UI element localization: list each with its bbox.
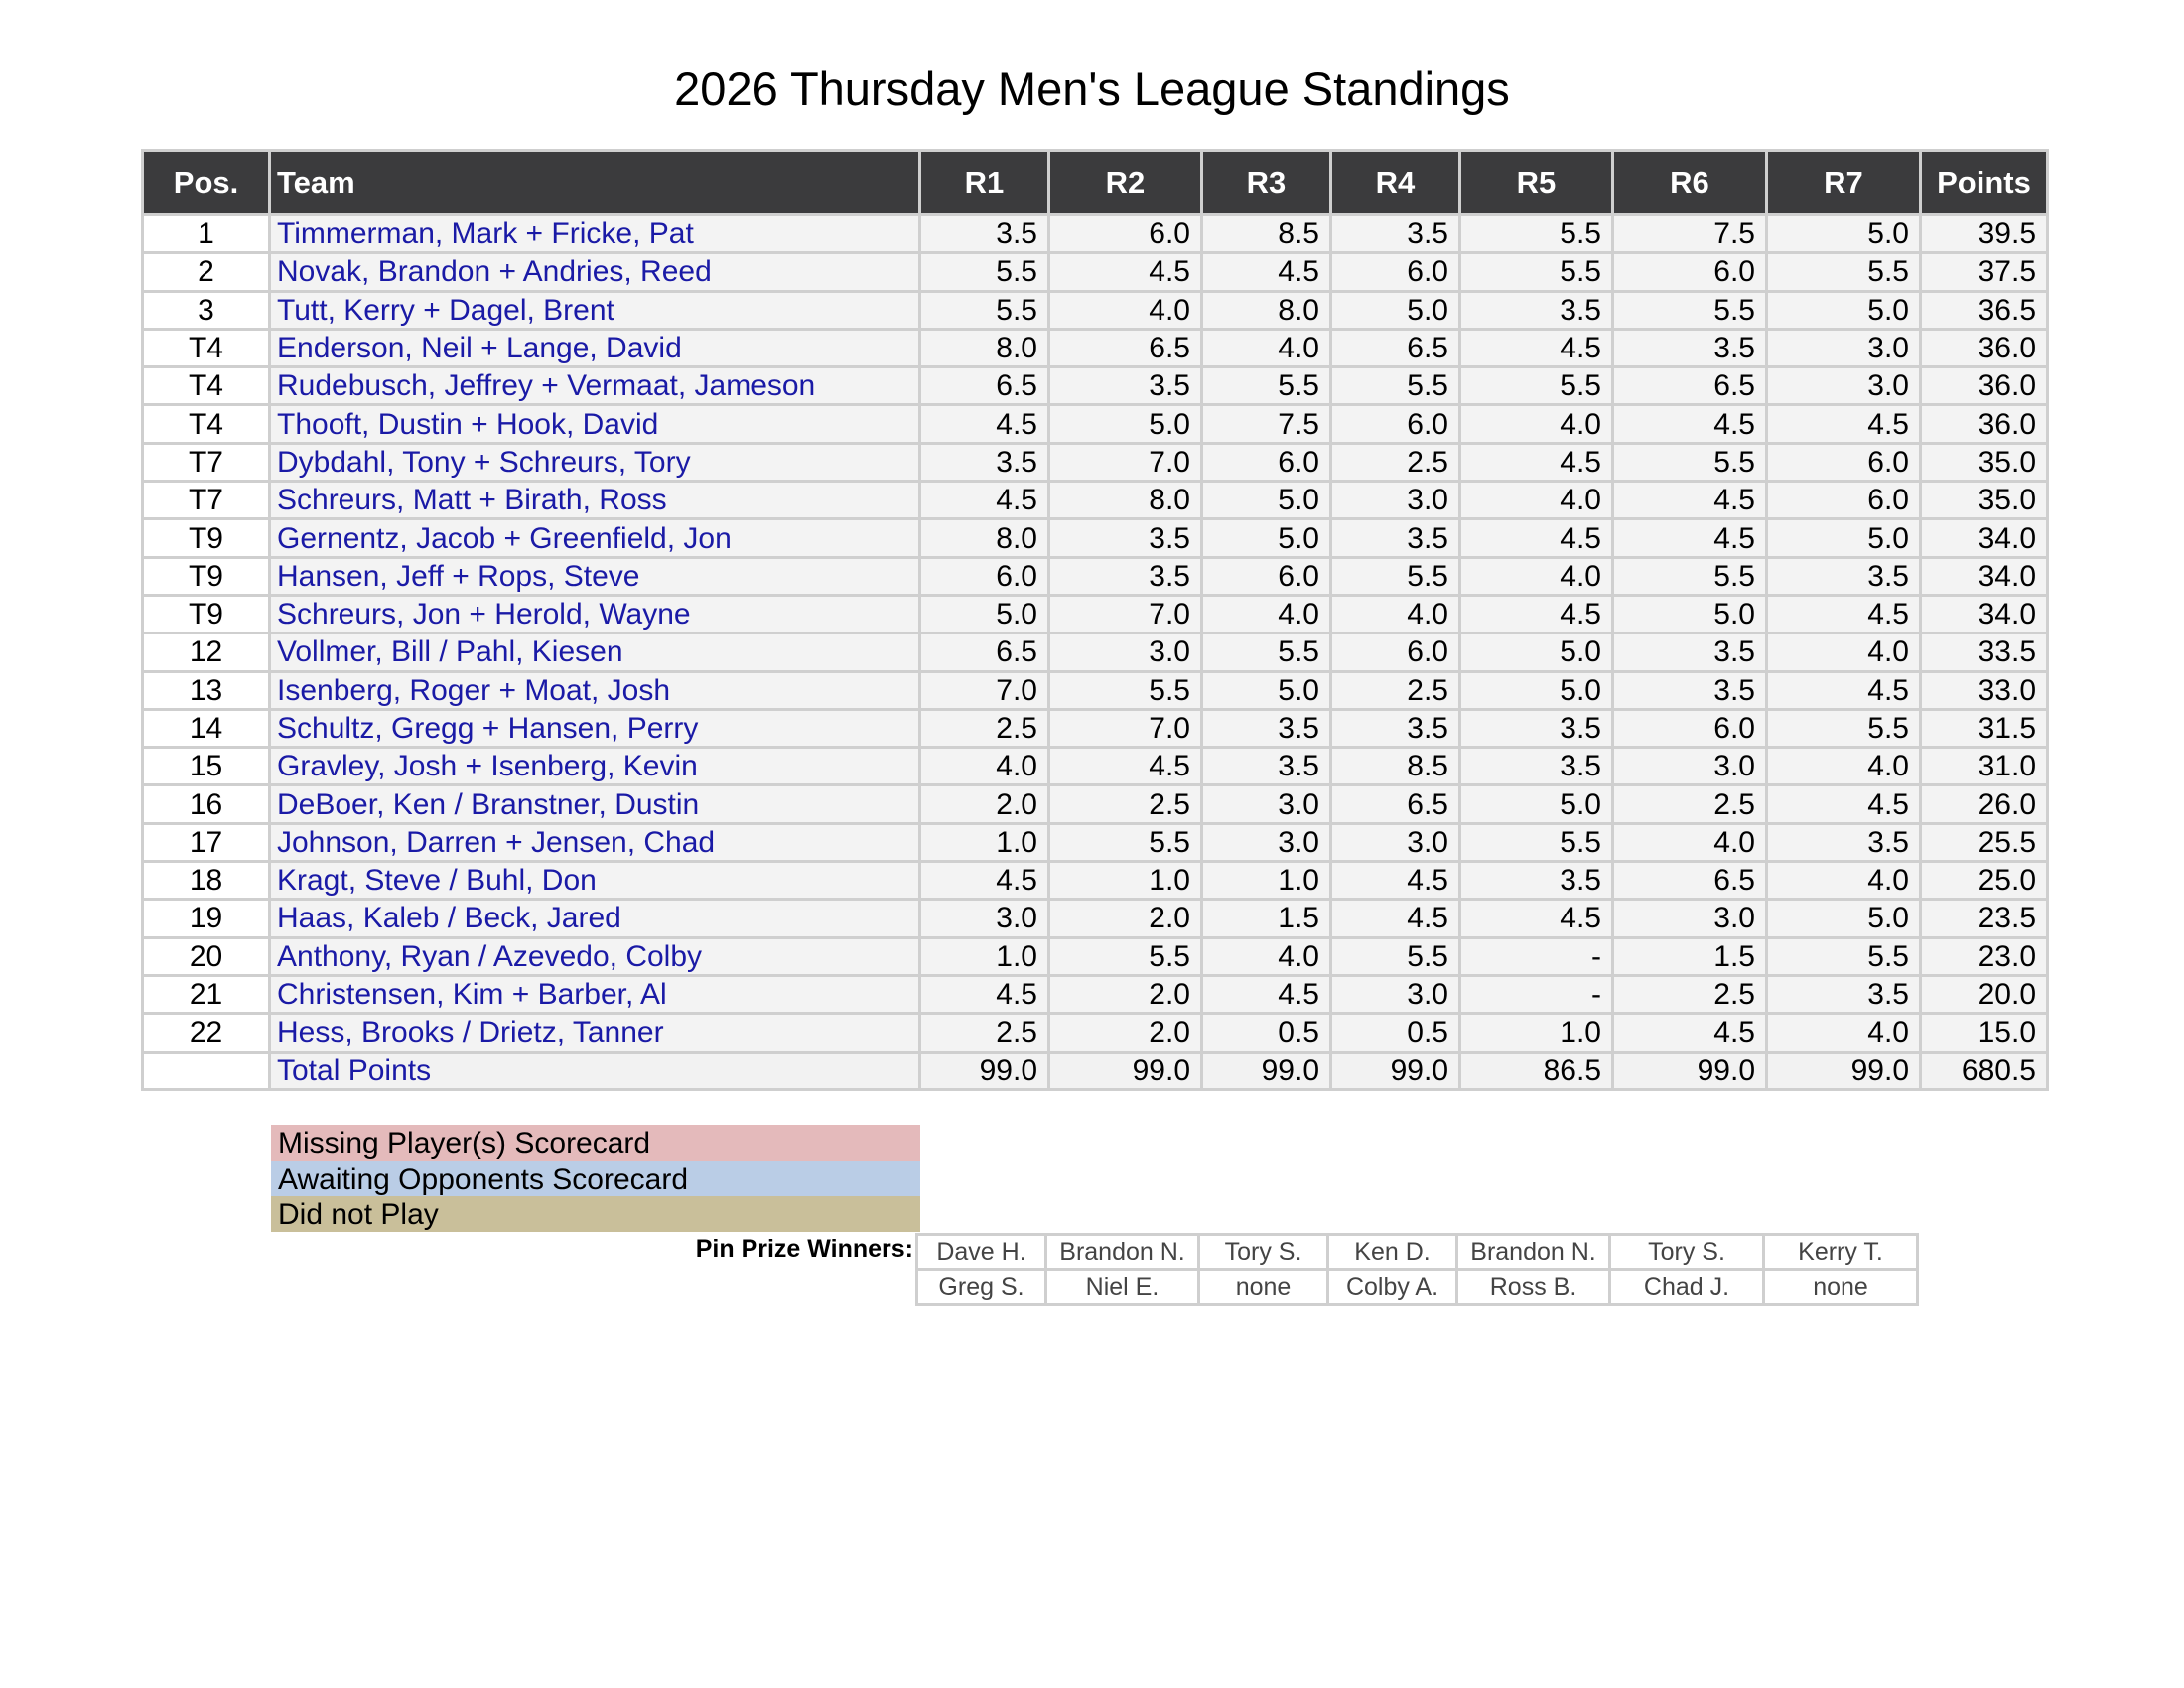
round-2-score: 4.5 — [1050, 749, 1200, 783]
round-6-score: 1.5 — [1614, 939, 1765, 974]
team-name: Christensen, Kim + Barber, Al — [271, 977, 918, 1012]
round-7-score: 4.5 — [1768, 406, 1919, 441]
round-6-score: 5.5 — [1614, 293, 1765, 328]
table-row — [144, 825, 2046, 860]
pin-prize-winner-r3: Tory S. — [1200, 1236, 1326, 1268]
round-6-score: 2.5 — [1614, 977, 1765, 1012]
round-1-score: 6.5 — [921, 634, 1047, 669]
round-1-score: 8.0 — [921, 520, 1047, 555]
round-3-score: 6.0 — [1203, 559, 1329, 594]
round-5-score: 3.5 — [1461, 749, 1611, 783]
round-4-score: 3.0 — [1332, 977, 1458, 1012]
position-cell: 20 — [144, 939, 268, 974]
round-6-score: 7.5 — [1614, 216, 1765, 251]
position-cell: T9 — [144, 559, 268, 594]
header-row — [144, 152, 2046, 213]
pin-prize-winner-r5: Ross B. — [1458, 1271, 1608, 1303]
round-7-score: 3.5 — [1768, 825, 1919, 860]
position-cell: T9 — [144, 520, 268, 555]
round-1-score: 4.5 — [921, 406, 1047, 441]
team-name: Johnson, Darren + Jensen, Chad — [271, 825, 918, 860]
round-7-score: 4.5 — [1768, 786, 1919, 821]
points-total: 31.0 — [1922, 749, 2046, 783]
round-5-score: 4.0 — [1461, 483, 1611, 517]
round-7-total: 99.0 — [1768, 1054, 1919, 1088]
legend-missing-scorecard: Missing Player(s) Scorecard — [271, 1125, 920, 1161]
round-2-score: 3.5 — [1050, 559, 1200, 594]
round-1-score: 5.0 — [921, 597, 1047, 632]
pin-prize-winner-r7: Kerry T. — [1765, 1236, 1916, 1268]
pin-prize-body — [918, 1236, 1916, 1303]
position-cell: 15 — [144, 749, 268, 783]
position-cell: 14 — [144, 711, 268, 746]
round-7-score: 6.0 — [1768, 483, 1919, 517]
round-4-score: 6.0 — [1332, 406, 1458, 441]
pin-prize-winner-r6: Chad J. — [1611, 1271, 1762, 1303]
header-r7: R7 — [1768, 152, 1919, 213]
round-3-score: 4.0 — [1203, 939, 1329, 974]
pin-prize-row — [918, 1271, 1916, 1303]
round-4-score: 0.5 — [1332, 1015, 1458, 1050]
round-3-score: 4.0 — [1203, 597, 1329, 632]
round-4-score: 3.0 — [1332, 825, 1458, 860]
pin-prize-winner-r5: Brandon N. — [1458, 1236, 1608, 1268]
round-3-score: 7.5 — [1203, 406, 1329, 441]
round-6-score: 3.5 — [1614, 634, 1765, 669]
position-cell: 2 — [144, 254, 268, 289]
round-1-score: 5.5 — [921, 293, 1047, 328]
round-2-score: 6.0 — [1050, 216, 1200, 251]
team-name: Enderson, Neil + Lange, David — [271, 331, 918, 365]
team-name: Schreurs, Matt + Birath, Ross — [271, 483, 918, 517]
points-total: 33.5 — [1922, 634, 2046, 669]
position-cell: 19 — [144, 901, 268, 935]
header-r4: R4 — [1332, 152, 1458, 213]
round-1-score: 2.5 — [921, 1015, 1047, 1050]
pin-prize-winner-r1: Dave H. — [918, 1236, 1044, 1268]
position-cell: T9 — [144, 597, 268, 632]
team-name: Gernentz, Jacob + Greenfield, Jon — [271, 520, 918, 555]
round-7-score: 6.0 — [1768, 445, 1919, 480]
round-5-score: 4.5 — [1461, 331, 1611, 365]
header-r3: R3 — [1203, 152, 1329, 213]
round-4-score: 2.5 — [1332, 445, 1458, 480]
round-7-score: 5.5 — [1768, 254, 1919, 289]
points-total: 39.5 — [1922, 216, 2046, 251]
position-cell: 16 — [144, 786, 268, 821]
table-row — [144, 520, 2046, 555]
position-cell: 18 — [144, 863, 268, 898]
round-5-score: 4.5 — [1461, 520, 1611, 555]
team-name: Tutt, Kerry + Dagel, Brent — [271, 293, 918, 328]
round-4-score: 4.5 — [1332, 901, 1458, 935]
round-2-score: 5.5 — [1050, 673, 1200, 708]
round-2-score: 2.0 — [1050, 1015, 1200, 1050]
round-4-score: 5.0 — [1332, 293, 1458, 328]
round-1-score: 7.0 — [921, 673, 1047, 708]
round-1-score: 3.0 — [921, 901, 1047, 935]
round-2-score: 7.0 — [1050, 597, 1200, 632]
position-cell: 22 — [144, 1015, 268, 1050]
pin-prize-winner-r6: Tory S. — [1611, 1236, 1762, 1268]
round-5-score: 5.5 — [1461, 254, 1611, 289]
points-total: 34.0 — [1922, 597, 2046, 632]
table-row — [144, 939, 2046, 974]
round-6-score: 4.5 — [1614, 520, 1765, 555]
grand-total-points: 680.5 — [1922, 1054, 2046, 1088]
round-7-score: 5.0 — [1768, 293, 1919, 328]
round-4-score: 5.5 — [1332, 368, 1458, 403]
points-total: 23.5 — [1922, 901, 2046, 935]
table-row — [144, 634, 2046, 669]
pin-prize-table — [915, 1233, 1919, 1306]
round-2-score: 3.5 — [1050, 368, 1200, 403]
position-cell: 13 — [144, 673, 268, 708]
position-cell: T4 — [144, 406, 268, 441]
table-row — [144, 331, 2046, 365]
round-1-score: 4.0 — [921, 749, 1047, 783]
team-name: Dybdahl, Tony + Schreurs, Tory — [271, 445, 918, 480]
round-6-score: 4.0 — [1614, 825, 1765, 860]
round-6-score: 6.5 — [1614, 863, 1765, 898]
pin-prize-winner-r2: Niel E. — [1047, 1271, 1197, 1303]
position-cell: T4 — [144, 368, 268, 403]
points-total: 33.0 — [1922, 673, 2046, 708]
round-3-score: 0.5 — [1203, 1015, 1329, 1050]
table-row — [144, 786, 2046, 821]
position-cell: 21 — [144, 977, 268, 1012]
position-cell: 1 — [144, 216, 268, 251]
round-3-score: 3.5 — [1203, 749, 1329, 783]
round-7-score: 4.5 — [1768, 597, 1919, 632]
position-cell: T7 — [144, 445, 268, 480]
round-6-score: 3.0 — [1614, 749, 1765, 783]
round-1-score: 4.5 — [921, 863, 1047, 898]
team-name: Hess, Brooks / Drietz, Tanner — [271, 1015, 918, 1050]
round-7-score: 4.0 — [1768, 634, 1919, 669]
header-r2: R2 — [1050, 152, 1200, 213]
points-total: 31.5 — [1922, 711, 2046, 746]
team-name: Timmerman, Mark + Fricke, Pat — [271, 216, 918, 251]
round-3-score: 3.0 — [1203, 786, 1329, 821]
table-row — [144, 368, 2046, 403]
header-team: Team — [271, 152, 918, 213]
round-2-score: 5.0 — [1050, 406, 1200, 441]
points-total: 15.0 — [1922, 1015, 2046, 1050]
table-row — [144, 711, 2046, 746]
round-2-score: 3.0 — [1050, 634, 1200, 669]
round-2-score: 8.0 — [1050, 483, 1200, 517]
points-total: 35.0 — [1922, 445, 2046, 480]
round-1-score: 2.5 — [921, 711, 1047, 746]
round-5-score: 3.5 — [1461, 293, 1611, 328]
table-row — [144, 216, 2046, 251]
round-7-score: 4.0 — [1768, 1015, 1919, 1050]
round-2-score: 4.0 — [1050, 293, 1200, 328]
table-row — [144, 749, 2046, 783]
table-row — [144, 901, 2046, 935]
points-total: 20.0 — [1922, 977, 2046, 1012]
pin-prize-row — [918, 1236, 1916, 1268]
round-1-score: 4.5 — [921, 977, 1047, 1012]
round-6-score: 4.5 — [1614, 483, 1765, 517]
round-5-total: 86.5 — [1461, 1054, 1611, 1088]
round-6-score: 4.5 — [1614, 1015, 1765, 1050]
round-6-score: 5.5 — [1614, 559, 1765, 594]
round-7-score: 5.5 — [1768, 711, 1919, 746]
position-cell: 12 — [144, 634, 268, 669]
round-4-score: 5.5 — [1332, 939, 1458, 974]
round-7-score: 4.0 — [1768, 863, 1919, 898]
round-4-total: 99.0 — [1332, 1054, 1458, 1088]
round-1-score: 3.5 — [921, 445, 1047, 480]
round-3-score: 4.0 — [1203, 331, 1329, 365]
round-1-total: 99.0 — [921, 1054, 1047, 1088]
pin-prize-winner-r7: none — [1765, 1271, 1916, 1303]
round-7-score: 5.0 — [1768, 901, 1919, 935]
team-name: DeBoer, Ken / Branstner, Dustin — [271, 786, 918, 821]
round-6-score: 6.0 — [1614, 254, 1765, 289]
pin-prize-winner-r4: Colby A. — [1329, 1271, 1455, 1303]
points-total: 36.0 — [1922, 406, 2046, 441]
round-1-score: 5.5 — [921, 254, 1047, 289]
round-3-score: 5.0 — [1203, 483, 1329, 517]
round-4-score: 6.0 — [1332, 254, 1458, 289]
round-7-score: 4.5 — [1768, 673, 1919, 708]
pin-prize-winner-r4: Ken D. — [1329, 1236, 1455, 1268]
points-total: 34.0 — [1922, 559, 2046, 594]
round-7-score: 3.5 — [1768, 559, 1919, 594]
round-7-score: 5.0 — [1768, 520, 1919, 555]
round-3-score: 1.0 — [1203, 863, 1329, 898]
round-2-score: 7.0 — [1050, 711, 1200, 746]
total-row-blank — [144, 1054, 268, 1088]
round-4-score: 6.0 — [1332, 634, 1458, 669]
page-title: 2026 Thursday Men's League Standings — [674, 63, 1510, 115]
header-pos: Pos. — [144, 152, 268, 213]
round-2-score: 5.5 — [1050, 825, 1200, 860]
round-2-score: 1.0 — [1050, 863, 1200, 898]
table-row — [144, 483, 2046, 517]
round-4-score: 6.5 — [1332, 786, 1458, 821]
points-total: 23.0 — [1922, 939, 2046, 974]
points-total: 36.0 — [1922, 331, 2046, 365]
table-row — [144, 293, 2046, 328]
total-row — [144, 1054, 2046, 1088]
header-r5: R5 — [1461, 152, 1611, 213]
round-2-score: 7.0 — [1050, 445, 1200, 480]
round-5-score: 1.0 — [1461, 1015, 1611, 1050]
round-7-score: 3.0 — [1768, 331, 1919, 365]
round-2-score: 5.5 — [1050, 939, 1200, 974]
team-name: Kragt, Steve / Buhl, Don — [271, 863, 918, 898]
table-row — [144, 597, 2046, 632]
round-4-score: 4.0 — [1332, 597, 1458, 632]
round-6-score: 3.5 — [1614, 331, 1765, 365]
round-5-score: 5.5 — [1461, 368, 1611, 403]
points-total: 36.0 — [1922, 368, 2046, 403]
round-5-score: 5.0 — [1461, 673, 1611, 708]
round-4-score: 3.5 — [1332, 711, 1458, 746]
round-6-score: 6.0 — [1614, 711, 1765, 746]
round-1-score: 1.0 — [921, 939, 1047, 974]
table-row — [144, 406, 2046, 441]
team-name: Haas, Kaleb / Beck, Jared — [271, 901, 918, 935]
round-5-score: 4.0 — [1461, 406, 1611, 441]
round-1-score: 1.0 — [921, 825, 1047, 860]
round-7-score: 5.0 — [1768, 216, 1919, 251]
round-4-score: 5.5 — [1332, 559, 1458, 594]
round-1-score: 6.0 — [921, 559, 1047, 594]
round-4-score: 6.5 — [1332, 331, 1458, 365]
round-5-score: - — [1461, 977, 1611, 1012]
legend-awaiting-scorecard: Awaiting Opponents Scorecard — [271, 1161, 920, 1196]
header-points: Points — [1922, 152, 2046, 213]
round-5-score: 4.5 — [1461, 445, 1611, 480]
round-4-score: 4.5 — [1332, 863, 1458, 898]
round-4-score: 2.5 — [1332, 673, 1458, 708]
team-name: Thooft, Dustin + Hook, David — [271, 406, 918, 441]
position-cell: 3 — [144, 293, 268, 328]
round-3-score: 5.5 — [1203, 634, 1329, 669]
team-name: Isenberg, Roger + Moat, Josh — [271, 673, 918, 708]
round-6-score: 6.5 — [1614, 368, 1765, 403]
standings-body — [144, 216, 2046, 1088]
table-row — [144, 673, 2046, 708]
table-row — [144, 445, 2046, 480]
header-r1: R1 — [921, 152, 1047, 213]
round-3-score: 5.5 — [1203, 368, 1329, 403]
table-row — [144, 977, 2046, 1012]
round-7-score: 3.5 — [1768, 977, 1919, 1012]
round-3-score: 4.5 — [1203, 977, 1329, 1012]
round-5-score: 4.5 — [1461, 901, 1611, 935]
team-name: Novak, Brandon + Andries, Reed — [271, 254, 918, 289]
round-3-score: 8.0 — [1203, 293, 1329, 328]
standings-table — [141, 149, 2049, 1091]
round-2-score: 4.5 — [1050, 254, 1200, 289]
round-3-score: 3.5 — [1203, 711, 1329, 746]
team-name: Gravley, Josh + Isenberg, Kevin — [271, 749, 918, 783]
table-row — [144, 559, 2046, 594]
points-total: 36.5 — [1922, 293, 2046, 328]
round-6-score: 5.5 — [1614, 445, 1765, 480]
points-total: 34.0 — [1922, 520, 2046, 555]
round-4-score: 3.5 — [1332, 216, 1458, 251]
team-name: Schreurs, Jon + Herold, Wayne — [271, 597, 918, 632]
header-r6: R6 — [1614, 152, 1765, 213]
round-3-score: 3.0 — [1203, 825, 1329, 860]
pin-prize-winner-r3: none — [1200, 1271, 1326, 1303]
table-row — [144, 1015, 2046, 1050]
round-5-score: - — [1461, 939, 1611, 974]
round-6-total: 99.0 — [1614, 1054, 1765, 1088]
round-3-score: 5.0 — [1203, 673, 1329, 708]
legend — [271, 1125, 920, 1232]
round-5-score: 5.0 — [1461, 634, 1611, 669]
round-1-score: 4.5 — [921, 483, 1047, 517]
legend-did-not-play: Did not Play — [271, 1196, 920, 1232]
round-4-score: 3.0 — [1332, 483, 1458, 517]
round-3-score: 5.0 — [1203, 520, 1329, 555]
position-cell: 17 — [144, 825, 268, 860]
points-total: 37.5 — [1922, 254, 2046, 289]
round-5-score: 4.0 — [1461, 559, 1611, 594]
pin-prize-label: Pin Prize Winners: — [695, 1235, 913, 1263]
round-6-score: 3.5 — [1614, 673, 1765, 708]
round-2-score: 6.5 — [1050, 331, 1200, 365]
round-2-score: 2.0 — [1050, 901, 1200, 935]
table-row — [144, 254, 2046, 289]
points-total: 25.5 — [1922, 825, 2046, 860]
round-5-score: 4.5 — [1461, 597, 1611, 632]
round-5-score: 3.5 — [1461, 711, 1611, 746]
team-name: Schultz, Gregg + Hansen, Perry — [271, 711, 918, 746]
round-4-score: 8.5 — [1332, 749, 1458, 783]
round-2-score: 2.0 — [1050, 977, 1200, 1012]
round-4-score: 3.5 — [1332, 520, 1458, 555]
round-3-score: 1.5 — [1203, 901, 1329, 935]
round-1-score: 2.0 — [921, 786, 1047, 821]
round-3-total: 99.0 — [1203, 1054, 1329, 1088]
round-3-score: 4.5 — [1203, 254, 1329, 289]
points-total: 26.0 — [1922, 786, 2046, 821]
round-6-score: 3.0 — [1614, 901, 1765, 935]
round-2-score: 2.5 — [1050, 786, 1200, 821]
round-5-score: 5.5 — [1461, 216, 1611, 251]
team-name: Hansen, Jeff + Rops, Steve — [271, 559, 918, 594]
team-name: Rudebusch, Jeffrey + Vermaat, Jameson — [271, 368, 918, 403]
round-2-total: 99.0 — [1050, 1054, 1200, 1088]
round-3-score: 6.0 — [1203, 445, 1329, 480]
round-7-score: 4.0 — [1768, 749, 1919, 783]
round-1-score: 8.0 — [921, 331, 1047, 365]
position-cell: T7 — [144, 483, 268, 517]
pin-prize-winner-r2: Brandon N. — [1047, 1236, 1197, 1268]
table-row — [144, 863, 2046, 898]
points-total: 35.0 — [1922, 483, 2046, 517]
round-6-score: 2.5 — [1614, 786, 1765, 821]
pin-prize-winner-r1: Greg S. — [918, 1271, 1044, 1303]
round-2-score: 3.5 — [1050, 520, 1200, 555]
round-7-score: 5.5 — [1768, 939, 1919, 974]
round-5-score: 5.5 — [1461, 825, 1611, 860]
round-3-score: 8.5 — [1203, 216, 1329, 251]
team-name: Vollmer, Bill / Pahl, Kiesen — [271, 634, 918, 669]
round-6-score: 4.5 — [1614, 406, 1765, 441]
total-points-label: Total Points — [271, 1054, 918, 1088]
round-5-score: 5.0 — [1461, 786, 1611, 821]
round-1-score: 3.5 — [921, 216, 1047, 251]
points-total: 25.0 — [1922, 863, 2046, 898]
round-1-score: 6.5 — [921, 368, 1047, 403]
team-name: Anthony, Ryan / Azevedo, Colby — [271, 939, 918, 974]
round-6-score: 5.0 — [1614, 597, 1765, 632]
position-cell: T4 — [144, 331, 268, 365]
round-7-score: 3.0 — [1768, 368, 1919, 403]
round-5-score: 3.5 — [1461, 863, 1611, 898]
